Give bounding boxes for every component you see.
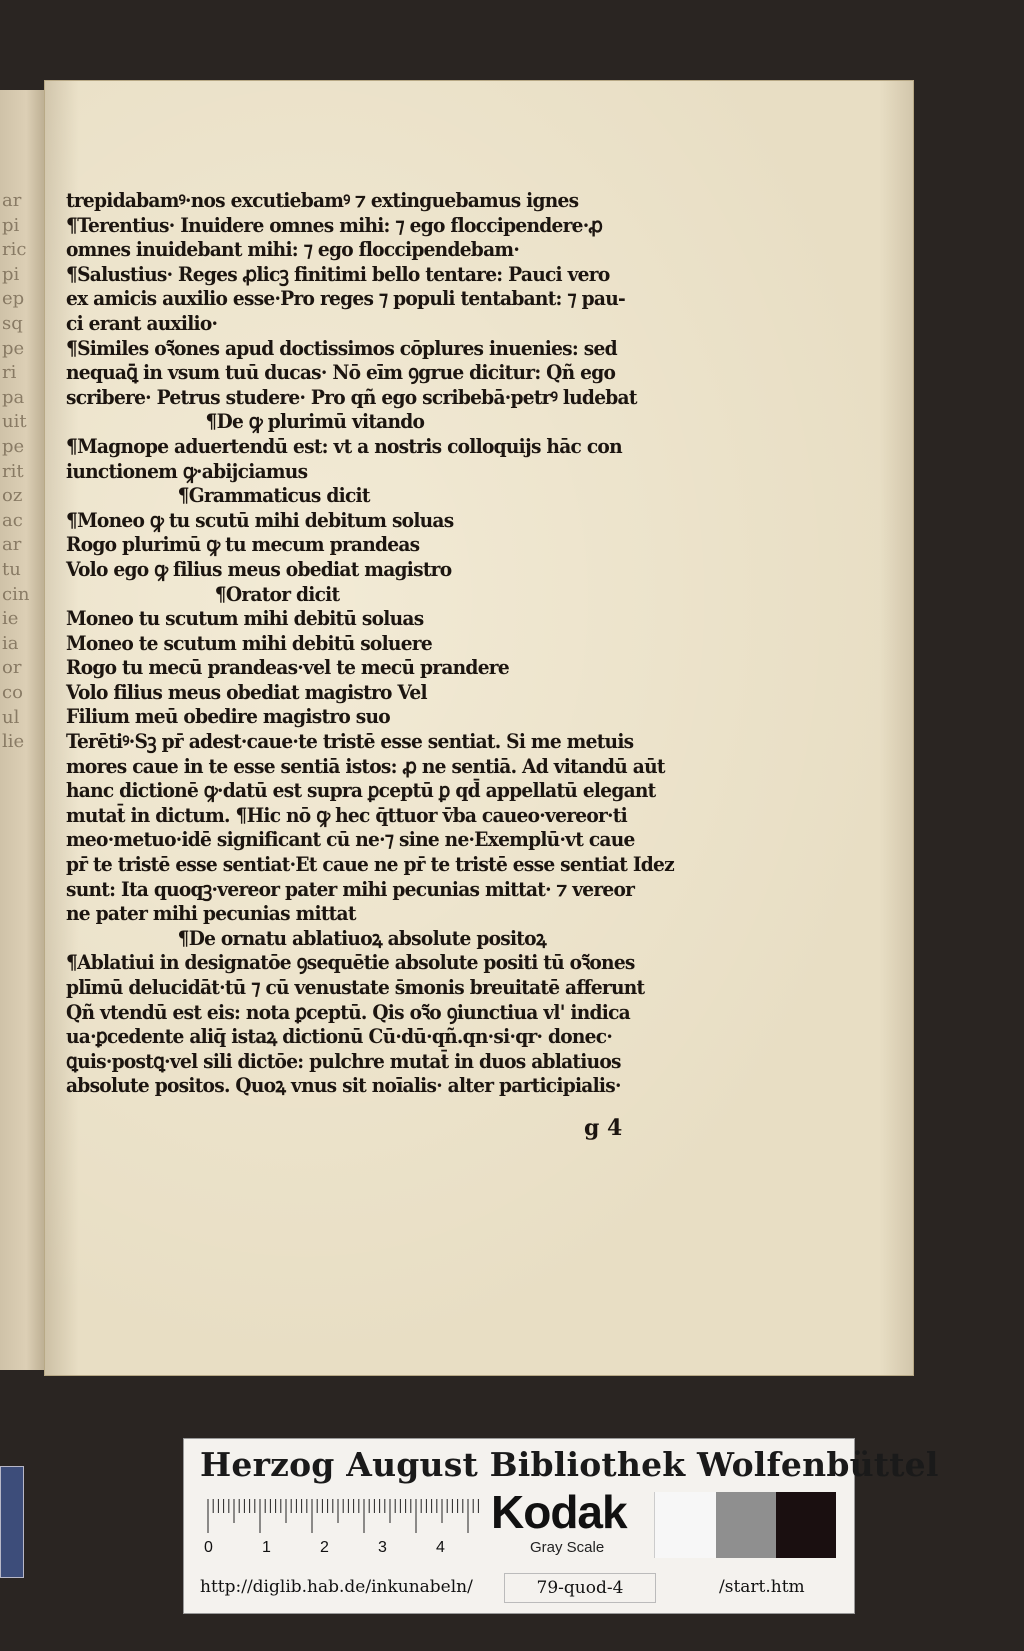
- adjacent-page-fragment: rit: [2, 460, 24, 482]
- text-line: sunt: Ita quoqꝫ·vereor pater mihi pecunias mittat· ⁊ vereor: [66, 876, 635, 901]
- adjacent-page-fragment: pa: [2, 386, 25, 408]
- library-name: Herzog August Bibliothek Wolfenbüttel: [200, 1445, 939, 1484]
- text-line: ¶Grammaticus dicit: [177, 483, 370, 508]
- adjacent-page-edge: [0, 90, 50, 1370]
- adjacent-page-fragment: sq: [2, 313, 23, 334]
- shelfmark-code: 79-quod-4: [504, 1573, 656, 1603]
- text-line: Rogo tu mecū prandeas·vel te mecū prandere: [66, 655, 509, 680]
- text-line: ¶Orator dicit: [214, 581, 340, 606]
- adjacent-page-fragment: pe: [2, 436, 25, 457]
- gray-patch-mid: [716, 1492, 776, 1558]
- adjacent-page-fragment: pi: [2, 263, 20, 285]
- text-line: ¶Magnope aduertendū est: vt a nostris colloquijs hāc con: [66, 433, 622, 458]
- adjacent-page-fragment: oz: [2, 485, 23, 507]
- text-line: ¶Moneo ꝙ tu scutū mihi debitum soluas: [66, 507, 454, 532]
- adjacent-page-fragment: ac: [2, 509, 23, 531]
- adjacent-page-fragment: ar: [2, 534, 22, 556]
- color-target-card: [183, 1438, 939, 1614]
- ruler-number: 2: [320, 1539, 329, 1556]
- text-line: plīmū delucidāt·tū ⁊ cū venustate s̄monis breuitatē afferunt: [66, 975, 645, 999]
- adjacent-page-fragment: cin: [2, 583, 30, 605]
- gray-patch-white: [654, 1492, 717, 1558]
- ruler-number: 1: [262, 1539, 271, 1556]
- ruler-number: 4: [436, 1539, 445, 1556]
- adjacent-page-fragment: ul: [2, 706, 20, 728]
- text-line: ua·ꝑcedente aliq̄ istaꝝ dictionū Cū·dū·qñ.qn·si·qr· donec·: [66, 1024, 613, 1049]
- start-path-text: /start.htm: [719, 1577, 805, 1597]
- text-line: mutat̄ in dictum. ¶Hic nō ꝙ hec q̄ttuor v̄ba caueo·vereor·ti: [66, 802, 627, 827]
- text-line: Qñ vtendū est eis: nota ꝑceptū. Qis oꝛ̃o ꝯiunctiua vl' indica: [66, 999, 630, 1024]
- text-line: meo·metuo·idē significant cū ne·⁊ sine ne·Exemplū·vt caue: [66, 827, 635, 852]
- text-line: ꝗuis·postꝗ·vel sili dictōe: pulchre mutat̄ in duos ablatiuos: [66, 1048, 621, 1073]
- text-line: ¶Terentius· Inuidere omnes mihi: ⁊ ego floccipendere·ꝓ: [66, 212, 603, 237]
- text-line: ¶De ꝙ plurimū vitando: [205, 409, 425, 434]
- text-line: trepidabamꝰ·nos excutiebamꝰ ⁊ extinguebamus ignes: [66, 188, 579, 212]
- text-line: omnes inuidebant mihi: ⁊ ego floccipendebam·: [66, 237, 520, 262]
- text-line: ne pater mihi pecunias mittat: [66, 901, 356, 926]
- adjacent-page-fragment: ie: [2, 608, 19, 630]
- text-line: nequaꝗ̄ in vsum tuū ducas· Nō eīm ꝯgrue dicitur: Qñ ego: [66, 360, 616, 385]
- adjacent-page-fragment: ar: [2, 190, 22, 211]
- adjacent-page-fragment: ri: [2, 362, 17, 384]
- text-line: ¶Similes oꝛ̃ones apud doctissimos cōplures inuenies: sed: [66, 335, 617, 360]
- gray-patch-black: [776, 1492, 836, 1558]
- text-line: hanc dictionē ꝙ·datū est supra ꝑceptū ꝑ qd̄ appellatū elegant: [66, 778, 656, 803]
- text-line: Volo ego ꝙ filius meus obediat magistro: [66, 556, 452, 581]
- ruler-number: 3: [378, 1539, 387, 1556]
- text-line: mores caue in te esse sentiā istos: ꝓ ne sentiā. Ad vitandū aūt: [66, 753, 665, 778]
- text-line: Rogo plurimū ꝙ tu mecum prandeas: [66, 532, 420, 557]
- adjacent-page-fragment: tu: [2, 559, 21, 580]
- measurement-ruler: [204, 1499, 480, 1559]
- adjacent-page-fragment: pi: [2, 214, 20, 236]
- text-line: iunctionem ꝙ·abijciamus: [66, 458, 308, 483]
- text-line: Filium meū obedire magistro suo: [66, 704, 390, 729]
- url-text: http://diglib.hab.de/inkunabeln/: [200, 1577, 473, 1597]
- adjacent-page-fragment: co: [2, 682, 23, 703]
- adjacent-page-fragment: ric: [2, 239, 27, 261]
- ruler-number: 0: [204, 1539, 213, 1556]
- text-line: ¶De ornatu ablatiuoꝝ absolute positoꝝ: [177, 925, 546, 950]
- adjacent-page-fragment: pe: [2, 337, 25, 359]
- signature-mark: g 4: [584, 1115, 623, 1141]
- text-line: Moneo tu scutum mihi debitū soluas: [66, 606, 424, 631]
- book-page: [44, 80, 914, 1376]
- text-line: pr̄ te tristē esse sentiat·Et caue ne pr̄ te tristē esse sentiat Idez: [66, 852, 674, 877]
- text-line: ¶Salustius· Reges ꝓlicꝫ finitimi bello tentare: Pauci vero: [66, 261, 610, 286]
- text-line: Moneo te scutum mihi debitū soluere: [66, 630, 432, 655]
- kodak-logo: Kodak: [491, 1486, 627, 1538]
- adjacent-page-fragment: ep: [2, 288, 25, 310]
- text-line: ex amicis auxilio esse·Pro reges ⁊ populi tentabant: ⁊ pau-: [66, 286, 625, 311]
- text-line: Terētiꝰ·Sꝫ pr̄ adest·caue·te tristē esse sentiat. Si me metuis: [66, 729, 634, 754]
- gray-scale-label: Gray Scale: [530, 1539, 605, 1556]
- adjacent-page-fragment: or: [2, 657, 22, 679]
- adjacent-page-fragment: uit: [2, 411, 27, 433]
- printed-text-block: [66, 188, 674, 1098]
- side-tab: [0, 1466, 24, 1578]
- text-line: ci erant auxilio·: [66, 310, 218, 335]
- text-line: ¶Ablatiui in designatōe ꝯsequētie absolute positi tū oꝛ̃ones: [66, 950, 635, 975]
- text-line: scribere· Petrus studere· Pro qñ ego scribebā·petrꝰ ludebat: [66, 384, 637, 409]
- text-line: absolute positos. Quoꝝ vnus sit noīalis· alter participialis·: [66, 1073, 621, 1098]
- adjacent-page-fragment: lie: [2, 731, 25, 753]
- adjacent-page-fragment: ia: [2, 632, 19, 654]
- text-line: Volo filius meus obediat magistro Vel: [66, 679, 427, 704]
